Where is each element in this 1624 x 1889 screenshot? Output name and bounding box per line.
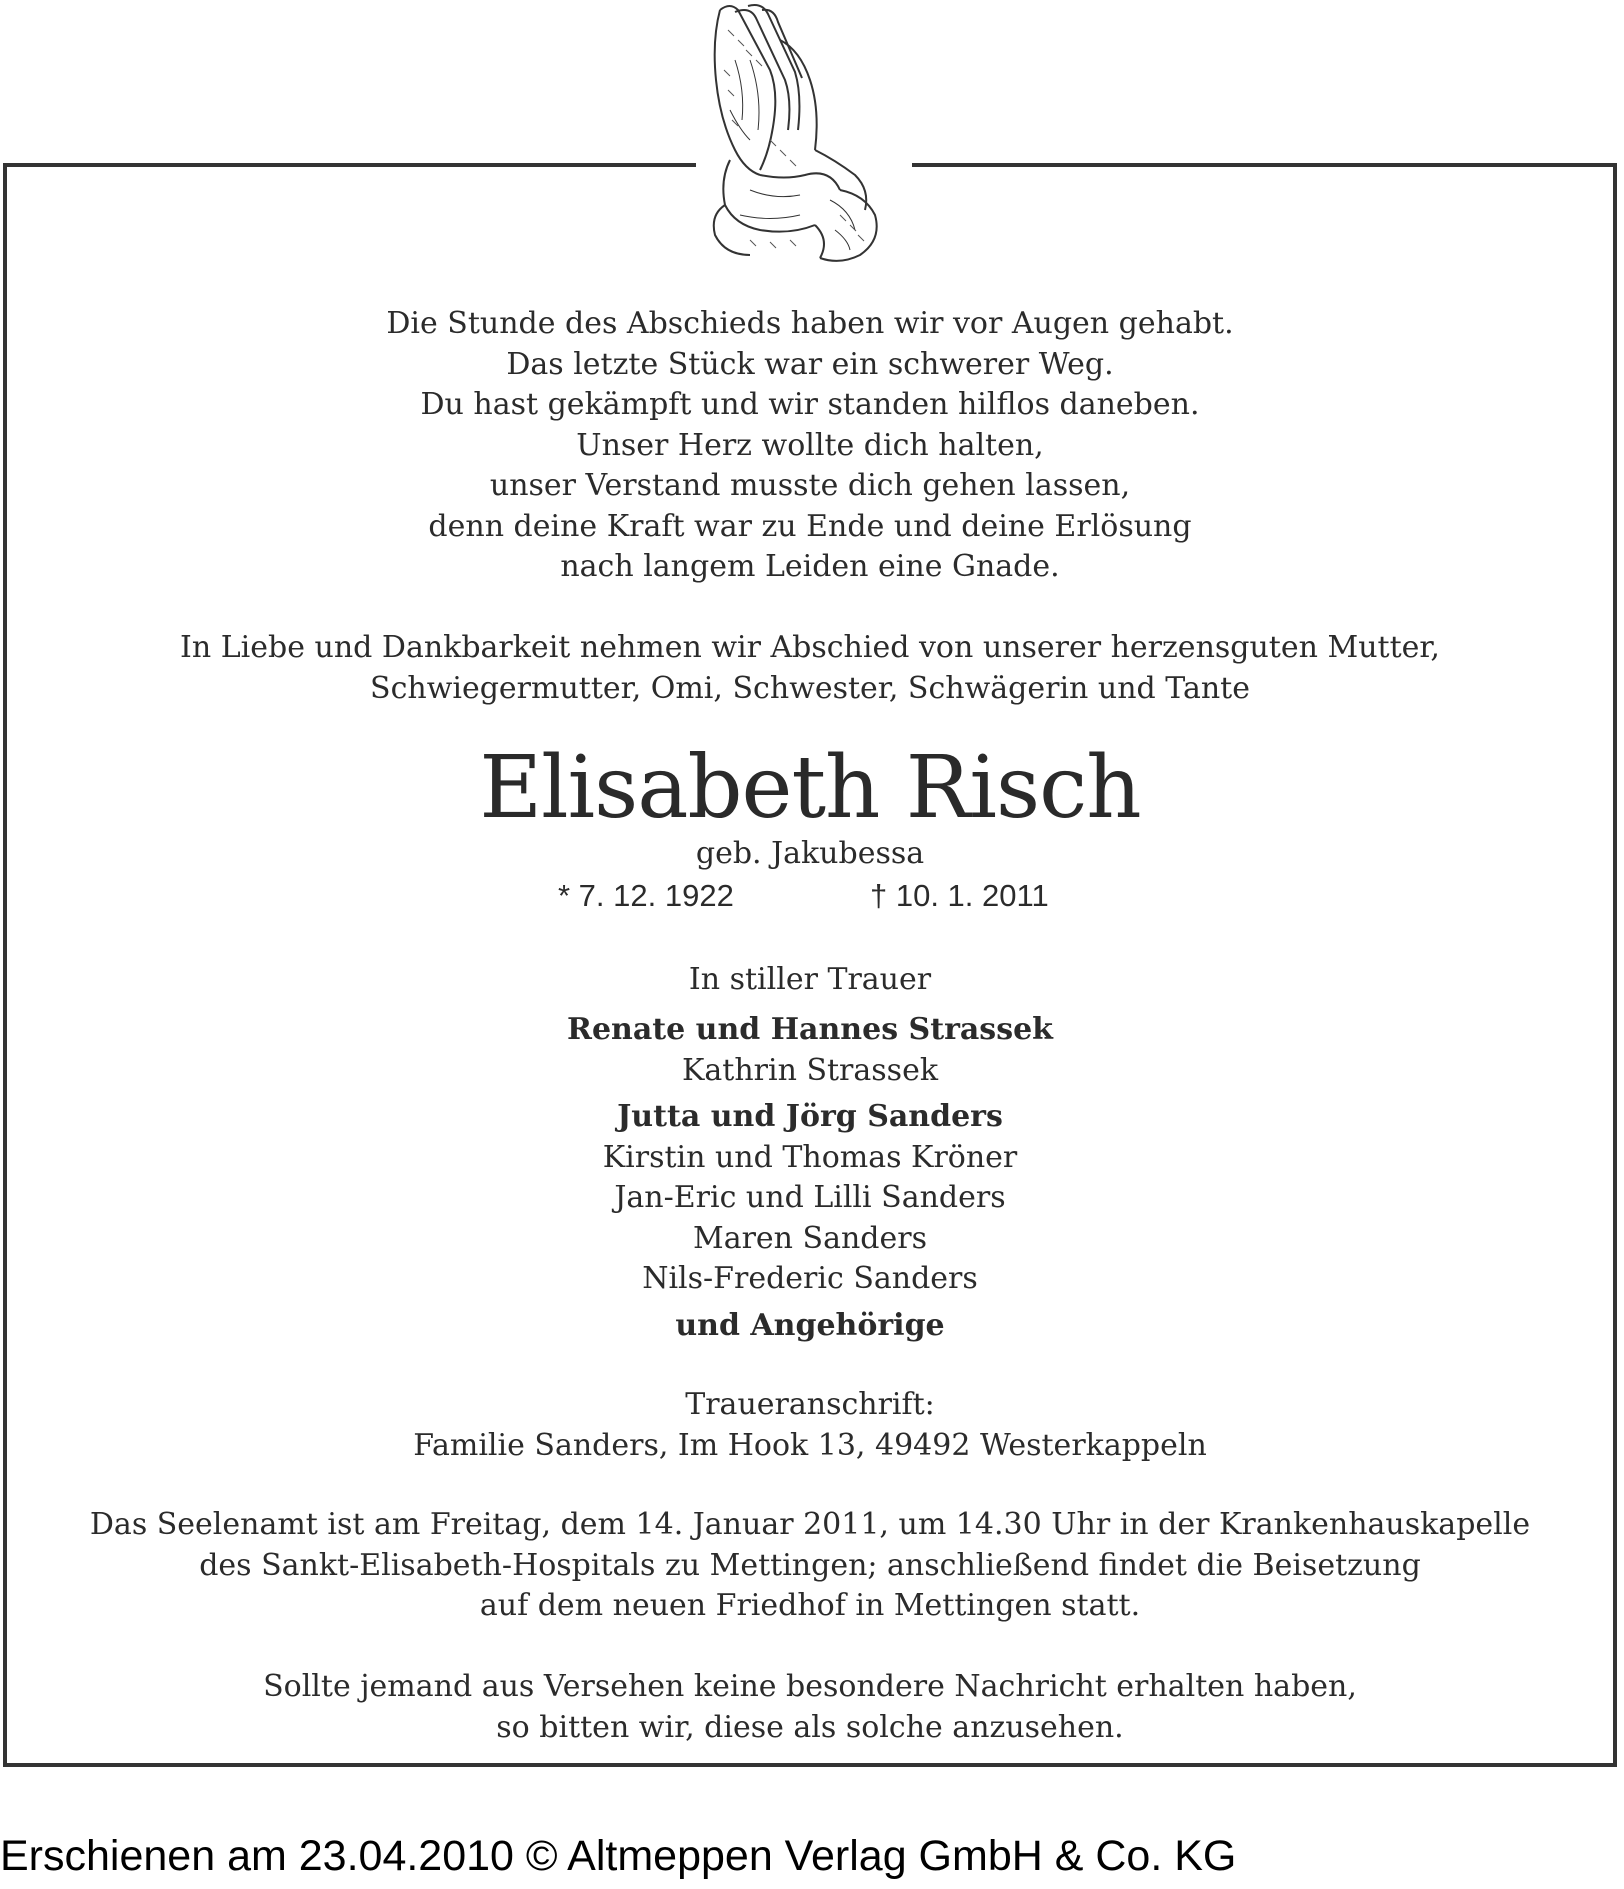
service-line: auf dem neuen Friedhof in Mettingen statt. [479, 1588, 1141, 1623]
birth-date: * 7. 12. 1922 [558, 878, 734, 913]
mourners-list [3, 1010, 1617, 1346]
poem-line: Das letzte Stück war ein schwerer Weg. [506, 346, 1114, 382]
notice-line: Sollte jemand aus Versehen keine besondere Nachricht erhalten haben, [263, 1669, 1357, 1704]
poem-line: unser Verstand musste dich gehen lassen, [489, 468, 1131, 503]
intro-line: In Liebe und Dankbarkeit nehmen wir Abschied von unserer herzensguten Mutter, [180, 630, 1440, 665]
death-date: † 10. 1. 2011 [870, 878, 1049, 913]
mourner: Nils-Frederic Sanders [642, 1261, 978, 1296]
mourner: Jan-Eric und Lilli Sanders [614, 1180, 1006, 1215]
mourner: Kathrin Strassek [681, 1052, 939, 1088]
poem-line: denn deine Kraft war zu Ende und deine Erlösung [428, 508, 1192, 544]
praying-hands-icon [690, 0, 920, 300]
intro [3, 628, 1617, 709]
address-value: Familie Sanders, Im Hook 13, 49492 Westerkappeln [413, 1427, 1207, 1463]
service-info [3, 1505, 1617, 1627]
life-dates [3, 878, 1617, 918]
poem-line: Unser Herz wollte dich halten, [576, 427, 1044, 463]
poem-line: nach langem Leiden eine Gnade. [560, 549, 1060, 584]
notice-line: so bitten wir, diese als solche anzusehen. [496, 1709, 1124, 1745]
deceased-name: Elisabeth Risch [479, 738, 1141, 838]
poem-line: Du hast gekämpft und wir standen hilflos daneben. [420, 387, 1200, 422]
notice [3, 1667, 1617, 1748]
poem [3, 304, 1617, 588]
poem-line: Die Stunde des Abschieds haben wir vor Augen gehabt. [386, 306, 1234, 341]
publication-footer: Erschienen am 23.04.2010 © Altmeppen Verlag GmbH & Co. KG [0, 1832, 1237, 1880]
mourner: Maren Sanders [692, 1220, 927, 1256]
maiden-name: geb. Jakubessa [695, 836, 925, 871]
address-label: Traueranschrift: [685, 1387, 935, 1422]
mourner: Kirstin und Thomas Kröner [602, 1139, 1018, 1175]
mourners-closing: und Angehörige [675, 1307, 945, 1343]
service-line: des Sankt-Elisabeth-Hospitals zu Mettingen; anschließend findet die Beisetzung [199, 1547, 1421, 1583]
mourners-heading: In stiller Trauer [688, 962, 932, 997]
mourner-main: Renate und Hannes Strassek [567, 1012, 1053, 1047]
intro-line: Schwiegermutter, Omi, Schwester, Schwägerin und Tante [370, 670, 1250, 706]
mourner-main: Jutta und Jörg Sanders [617, 1099, 1003, 1134]
service-line: Das Seelenamt ist am Freitag, dem 14. Januar 2011, um 14.30 Uhr in der Krankenhauskapelle [89, 1507, 1531, 1542]
address [3, 1385, 1617, 1466]
